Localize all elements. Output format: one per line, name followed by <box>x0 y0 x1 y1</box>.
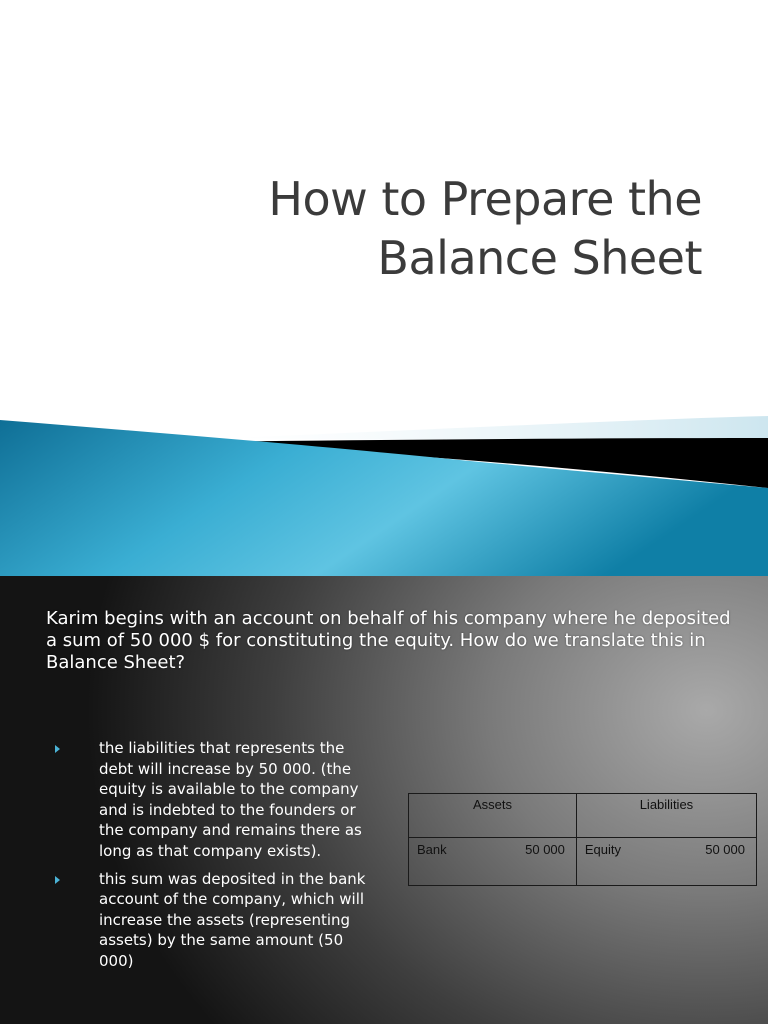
liability-label: Equity <box>584 842 622 857</box>
bullet-text: this sum was deposited in the bank account of the company, which will increase the assets (representing assets) by the same amount (50 000) <box>99 869 366 970</box>
pale-wave-strip <box>230 416 768 440</box>
assets-cell <box>409 838 577 886</box>
triangle-bullet-icon <box>55 876 60 884</box>
bullet-item <box>52 869 382 972</box>
bullet-list <box>52 738 382 979</box>
slide-title <box>268 170 702 288</box>
assets-header: Assets <box>409 794 577 838</box>
intro-paragraph: Karim begins with an account on behalf of his company where he deposited a sum of 50 000 $ for constituting the equity. How do we translate this in Balance Sheet? <box>46 608 731 673</box>
balance-sheet-table <box>408 793 757 886</box>
liabilities-header: Liabilities <box>576 794 756 838</box>
table-header-row <box>409 794 757 838</box>
liability-value: 50 000 <box>705 842 745 857</box>
bullet-item <box>52 738 382 862</box>
asset-value: 50 000 <box>525 842 565 857</box>
title-line-2: Balance Sheet <box>377 231 702 285</box>
asset-label: Bank <box>417 842 447 857</box>
triangle-bullet-icon <box>55 745 60 753</box>
decorative-wave-band <box>0 410 768 576</box>
table-row <box>409 838 757 886</box>
content-slide <box>0 576 768 1024</box>
bullet-text: the liabilities that represents the debt will increase by 50 000. (the equity is available to the company and is indebted to the founders or the company and remains there as long as that company exists). <box>99 739 362 860</box>
title-line-1: How to Prepare the <box>268 172 702 226</box>
liabilities-cell <box>576 838 756 886</box>
